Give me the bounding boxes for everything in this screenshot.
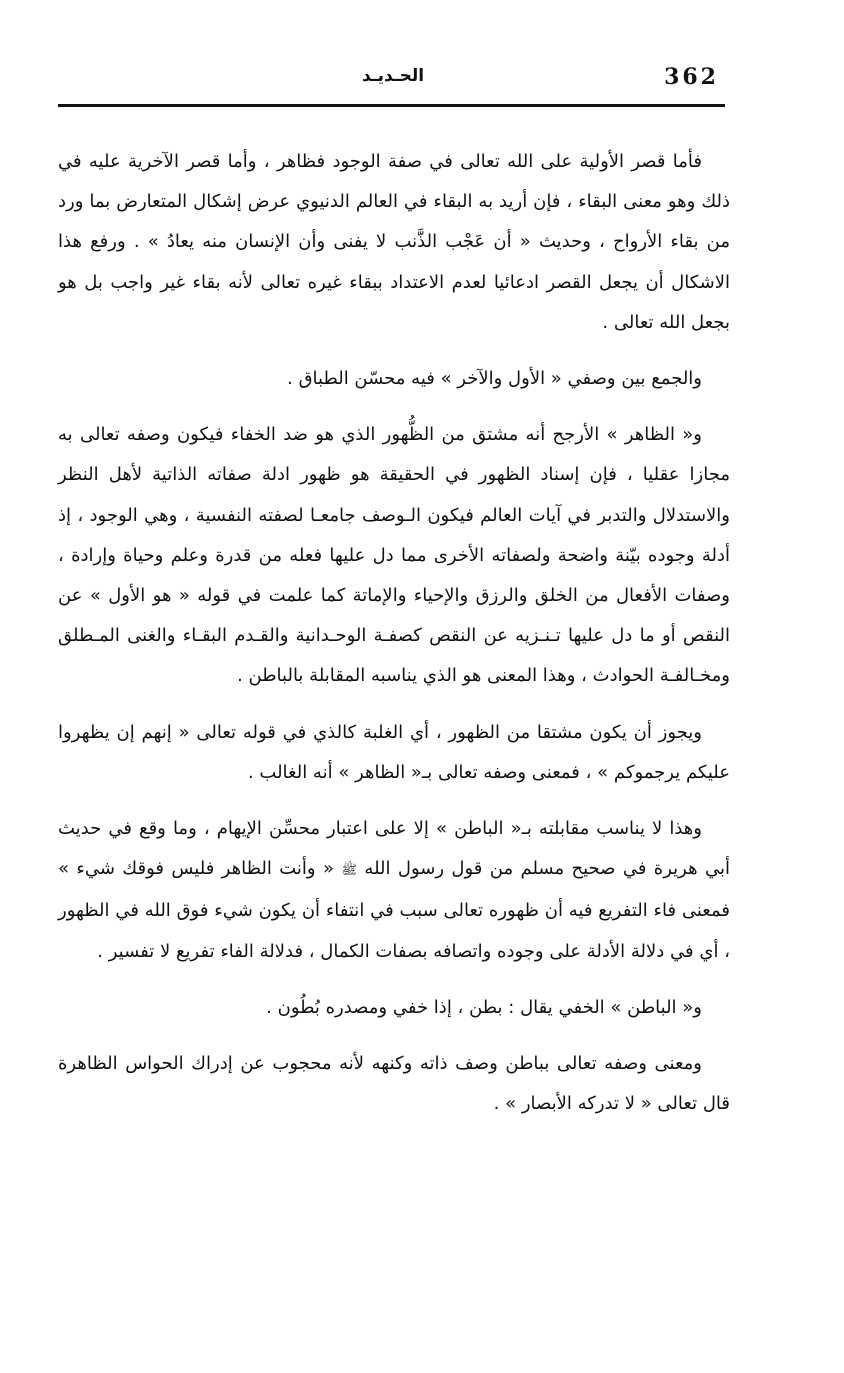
salutation-glyph: ﷺ: [341, 863, 358, 879]
paragraph-5: [58, 809, 730, 972]
running-title: الحـديـد: [361, 66, 425, 86]
header-rule: [58, 104, 725, 107]
paragraph-5-part-2: « وأنت الظاهر فليس فوقك شيء » فمعنى فاء التفريع فيه أن ظهوره تعالى سبب في انتفاء أن يكون شيء فوق الله في الظهور ، أي في دلالة الأدلة على وجوده واتصافه بصفات الكمال ، فدلالة الفاء تفريع لا تفسير .: [58, 858, 730, 962]
body-text: [58, 142, 730, 1124]
page-header: [58, 62, 723, 104]
page-number: 362: [664, 64, 719, 90]
paragraph-3: و« الظاهر » الأرجح أنه مشتق من الظُّهور الذي هو ضد الخفاء فيكون وصفه تعالى به مجازا عقليا ، فإن إسناد الظهور في الحقيقة هو ظهور ادلة صفاته الذاتية لأهل النظر والاستدلال والتدبر في آيات العالم فيكون الـوصف جامعـا لصفته النفسية ، وهي الوجود ، إذ أدلة وجوده بيّنة واضحة ولصفاته الأخرى مما دل عليها فعله من قدرة وعلم وحياة وإرادة ، وصفات الأفعال من الخلق والرزق والإحياء والإماتة كما علمت في قوله « هو الأول » عن النقص أو ما دل عليها تـنـزيه عن النقص كصفـة الوحـدانية والقـدم البقـاء والغنى المـطلق ومخـالفـة الحوادث ، وهذا المعنى هو الذي يناسبه المقابلة بالباطن .: [58, 424, 730, 687]
paragraph-4: ويجوز أن يكون مشتقا من الظهور ، أي الغلبة كالذي في قوله تعالى « إنهم إن يظهروا عليكم يرجموكم » ، فمعنى وصفه تعالى بـ« الظاهر » أنه الغالب .: [58, 721, 730, 783]
paragraph-7: ومعنى وصفه تعالى بباطن وصف ذاته وكنهه لأنه محجوب عن إدراك الحواس الظاهرة قال تعالى « لا تدركه الأبصار » .: [58, 1053, 730, 1115]
paragraph-2: والجمع بين وصفي « الأول والآخر » فيه محسّن الطباق .: [287, 368, 702, 390]
paragraph-6: و« الباطن » الخفي يقال : بطن ، إذا خفي ومصدره بُطُون .: [266, 996, 702, 1018]
paragraph-1: فأما قصر الأولية على الله تعالى في صفة الوجود فظاهر ، وأما قصر الآخرية عليه في ذلك وهو معنى البقاء ، فإن أريد به البقاء في العالم الدنيوي عرض إشكال المتعارض بما ورد من بقاء الأرواح ، وحديث « أن عَجْب الذَّنب لا يفنى وأن الإنسان منه يعادُ » . ورفع هذا الاشكال أن يجعل القصر ادعائيا لعدم الاعتداد ببقاء غيره تعالى لأنه بقاء غير واجب بل هو بجعل الله تعالى .: [58, 151, 730, 333]
paragraph-5-part-1: وهذا لا يناسب مقابلته بـ« الباطن » إلا على اعتبار محسِّن الإيهام ، وما وقع في حديث أبي هريرة في صحيح مسلم من قول رسول الله: [58, 818, 730, 880]
